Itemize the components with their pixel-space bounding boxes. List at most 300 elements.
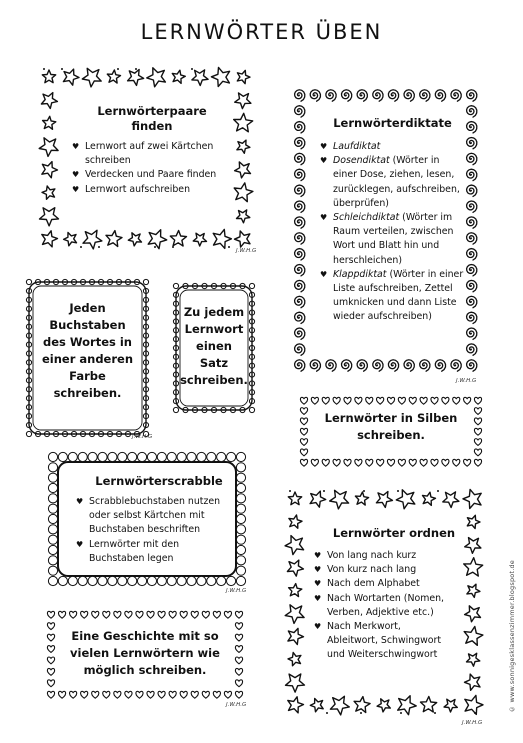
star-icon bbox=[421, 697, 437, 713]
loop-icon bbox=[26, 378, 31, 383]
item-text: Nach Merkwort, bbox=[327, 621, 401, 633]
scallop-icon bbox=[98, 452, 107, 461]
heart-icon bbox=[464, 397, 471, 404]
heart-icon bbox=[300, 397, 307, 404]
loop-icon bbox=[143, 333, 148, 338]
scallop-icon bbox=[147, 452, 156, 461]
text-line: Lernwort bbox=[184, 322, 244, 336]
scallop-icon bbox=[48, 483, 57, 492]
scallop-icon bbox=[217, 452, 226, 461]
heart-icon bbox=[344, 459, 351, 466]
item-text: umknicken und dann Liste bbox=[333, 297, 457, 309]
loop-icon bbox=[211, 407, 216, 412]
star-icon bbox=[43, 116, 56, 129]
loop-icon bbox=[143, 387, 148, 392]
heart-icon bbox=[474, 439, 481, 446]
heart-icon bbox=[431, 397, 438, 404]
heart-icon bbox=[47, 646, 54, 653]
swirl-icon bbox=[467, 344, 477, 355]
loop-icon bbox=[249, 292, 254, 297]
loop-icon bbox=[35, 431, 40, 436]
heart-icon bbox=[180, 611, 187, 618]
swirl-icon bbox=[467, 201, 477, 212]
scallop-icon bbox=[88, 576, 97, 585]
loop-icon bbox=[249, 283, 254, 288]
swirl-icon bbox=[451, 90, 461, 101]
heart-icon bbox=[224, 691, 231, 698]
scallop-icon bbox=[187, 576, 196, 585]
text-line: schreiben. bbox=[53, 386, 122, 400]
scallop-icon bbox=[187, 452, 196, 461]
scallop-icon bbox=[207, 452, 216, 461]
item-text: (Wörter in einer bbox=[386, 268, 464, 280]
swirl-icon bbox=[295, 122, 305, 133]
item-text: Von lang nach kurz bbox=[327, 550, 417, 561]
star-icon bbox=[235, 162, 251, 178]
box-silben bbox=[298, 394, 484, 468]
heart-bullet-icon: ♥ bbox=[72, 142, 80, 151]
heart-icon bbox=[409, 459, 416, 466]
loop-icon bbox=[26, 387, 31, 392]
loop-icon bbox=[230, 407, 235, 412]
heart-icon bbox=[333, 397, 340, 404]
heart-bullet-icon: ♥ bbox=[72, 170, 80, 180]
scallop-icon bbox=[78, 452, 87, 461]
scallop-icon bbox=[128, 576, 137, 585]
swirl-icon bbox=[357, 90, 367, 101]
box-text bbox=[312, 410, 470, 444]
heart-icon bbox=[355, 459, 362, 466]
heart-icon bbox=[70, 691, 77, 698]
loop-icon bbox=[173, 292, 178, 297]
item-text: Scrabblebuchstaben nutzen bbox=[89, 496, 221, 507]
heart-icon bbox=[191, 691, 198, 698]
heart-icon bbox=[387, 397, 394, 404]
text-line: Farbe bbox=[69, 369, 106, 383]
heart-icon bbox=[474, 428, 481, 435]
swirl-icon bbox=[326, 90, 336, 101]
loop-icon bbox=[125, 431, 130, 436]
swirl-icon bbox=[451, 360, 461, 371]
list-item bbox=[320, 154, 465, 211]
loop-icon bbox=[143, 360, 148, 365]
loop-icon bbox=[26, 306, 31, 311]
dot-icon bbox=[363, 490, 365, 492]
dot-icon bbox=[228, 246, 230, 248]
loop-icon bbox=[192, 407, 197, 412]
heart-icon bbox=[235, 680, 242, 687]
star-icon bbox=[147, 68, 166, 87]
text-line: einer anderen bbox=[41, 352, 134, 366]
star-icon bbox=[423, 492, 436, 505]
loop-icon bbox=[71, 279, 76, 284]
heart-icon bbox=[81, 691, 88, 698]
star-icon bbox=[107, 70, 120, 83]
heart-icon bbox=[114, 691, 121, 698]
heart-icon bbox=[322, 397, 329, 404]
scallop-icon bbox=[157, 452, 166, 461]
heart-icon bbox=[387, 459, 394, 466]
loop-icon bbox=[89, 279, 94, 284]
swirl-icon bbox=[404, 90, 414, 101]
loop-icon bbox=[26, 324, 31, 329]
star-icon bbox=[193, 233, 206, 246]
star-icon bbox=[40, 208, 59, 226]
heart-icon bbox=[58, 691, 65, 698]
scallop-icon bbox=[137, 452, 146, 461]
loop-icon bbox=[80, 279, 85, 284]
swirl-icon bbox=[467, 106, 477, 117]
item-emphasis: Dosendiktat bbox=[333, 155, 390, 167]
loop-icon bbox=[125, 279, 130, 284]
heart-icon bbox=[377, 397, 384, 404]
heart-icon bbox=[474, 449, 481, 456]
star-icon bbox=[287, 560, 303, 576]
artist-signature: J.W.H.G bbox=[456, 378, 477, 384]
artist-signature: J.W.H.G bbox=[236, 248, 257, 254]
star-icon bbox=[234, 183, 253, 202]
loop-icon bbox=[240, 283, 245, 288]
item-text: und Weiterschwingwort bbox=[327, 649, 438, 661]
loop-icon bbox=[143, 279, 148, 284]
heart-icon bbox=[474, 459, 481, 466]
list-item bbox=[76, 538, 242, 566]
star-icon bbox=[288, 492, 301, 505]
scallop-icon bbox=[48, 566, 57, 575]
star-icon bbox=[465, 674, 481, 690]
star-icon bbox=[310, 699, 323, 712]
list-item bbox=[72, 140, 232, 168]
star-icon bbox=[234, 113, 253, 132]
loop-icon bbox=[26, 431, 31, 436]
copyright-vertical-text: © www.sonnigesklassenzimmer.blogspot.de bbox=[508, 560, 516, 713]
box-heading: Lernwörter ordnen bbox=[332, 526, 456, 540]
swirl-icon bbox=[420, 360, 430, 371]
star-icon bbox=[237, 70, 250, 83]
star-icon bbox=[443, 492, 459, 508]
dot-icon bbox=[397, 490, 399, 492]
loop-icon bbox=[221, 407, 226, 412]
heart-bullet-icon: ♥ bbox=[314, 622, 322, 632]
star-icon bbox=[285, 536, 304, 555]
item-text: Von kurz nach lang bbox=[327, 564, 417, 576]
heart-icon bbox=[136, 611, 143, 618]
swirl-icon bbox=[467, 265, 477, 276]
text-line: vielen Lernwörtern wie bbox=[70, 646, 220, 660]
heart-icon bbox=[213, 691, 220, 698]
heart-icon bbox=[300, 428, 307, 435]
swirl-icon bbox=[420, 90, 430, 101]
heart-icon bbox=[81, 611, 88, 618]
heart-icon bbox=[300, 449, 307, 456]
page-title: LERNWÖRTER ÜBEN bbox=[140, 20, 383, 44]
scallop-icon bbox=[236, 452, 245, 461]
scallop-icon bbox=[118, 576, 127, 585]
item-text: Nach dem Alphabet bbox=[327, 578, 420, 590]
swirl-icon bbox=[326, 360, 336, 371]
scallop-icon bbox=[48, 556, 57, 565]
loop-icon bbox=[107, 431, 112, 436]
swirl-icon bbox=[467, 328, 477, 339]
heart-icon bbox=[344, 397, 351, 404]
scallop-icon bbox=[157, 576, 166, 585]
swirl-icon bbox=[295, 328, 305, 339]
star-icon bbox=[211, 67, 229, 86]
swirl-icon bbox=[388, 360, 398, 371]
swirl-icon bbox=[467, 296, 477, 307]
scallop-icon bbox=[48, 473, 57, 482]
star-icon bbox=[237, 140, 250, 153]
heart-icon bbox=[92, 611, 99, 618]
star-icon bbox=[465, 695, 483, 714]
heart-bullet-icon: ♥ bbox=[314, 579, 322, 589]
heart-icon bbox=[92, 691, 99, 698]
swirl-icon bbox=[295, 217, 305, 228]
scallop-icon bbox=[48, 545, 57, 554]
box-scrabble bbox=[48, 452, 246, 586]
item-text: Buchstaben legen bbox=[89, 552, 174, 564]
star-icon bbox=[288, 697, 304, 713]
star-icon bbox=[330, 490, 349, 509]
list-item bbox=[72, 168, 232, 182]
scallop-icon bbox=[48, 452, 57, 461]
heart-bullet-icon: ♥ bbox=[320, 156, 328, 166]
heart-bullet-icon: ♥ bbox=[320, 213, 328, 223]
swirl-icon bbox=[404, 360, 414, 371]
loop-icon bbox=[143, 396, 148, 401]
loop-icon bbox=[240, 407, 245, 412]
dot-icon bbox=[474, 712, 476, 714]
heart-icon bbox=[202, 691, 209, 698]
scallop-icon bbox=[48, 535, 57, 544]
heart-icon bbox=[322, 459, 329, 466]
heart-icon bbox=[191, 611, 198, 618]
artist-signature: J.W.H.G bbox=[226, 702, 247, 708]
loop-icon bbox=[173, 283, 178, 288]
heart-icon bbox=[300, 408, 307, 415]
heart-icon bbox=[47, 691, 54, 698]
loop-icon bbox=[44, 431, 49, 436]
text-line: Zu jedem bbox=[183, 305, 245, 319]
swirl-icon bbox=[295, 280, 305, 291]
star-icon bbox=[63, 69, 79, 85]
star-icon bbox=[377, 699, 390, 712]
scallop-icon bbox=[108, 576, 117, 585]
heart-icon bbox=[47, 668, 54, 675]
item-text: (Wörter im bbox=[399, 212, 453, 224]
heart-icon bbox=[47, 611, 54, 618]
heart-icon bbox=[311, 397, 318, 404]
scallop-icon bbox=[68, 452, 77, 461]
heart-icon bbox=[235, 668, 242, 675]
text-line: Eine Geschichte mit so bbox=[71, 629, 219, 643]
heart-icon bbox=[169, 611, 176, 618]
box-buchstaben bbox=[25, 278, 153, 440]
heart-icon bbox=[442, 397, 449, 404]
item-text: Buchstaben beschriften bbox=[89, 524, 201, 536]
loop-icon bbox=[53, 431, 58, 436]
scallop-icon bbox=[118, 452, 127, 461]
star-icon bbox=[148, 230, 167, 249]
list-item bbox=[314, 577, 474, 591]
heart-icon bbox=[70, 611, 77, 618]
box-heading: Lernwörterscrabble bbox=[95, 474, 223, 488]
dot-icon bbox=[326, 712, 328, 714]
list-item bbox=[76, 495, 242, 538]
loop-icon bbox=[221, 283, 226, 288]
swirl-icon bbox=[342, 360, 352, 371]
star-icon bbox=[398, 696, 417, 715]
box-lernwoerterpaare bbox=[38, 66, 254, 250]
star-icon bbox=[64, 233, 77, 246]
scallop-icon bbox=[88, 452, 97, 461]
dot-icon bbox=[117, 68, 119, 70]
item-text: Lernwort auf zwei Kärtchen bbox=[85, 141, 214, 152]
heart-icon bbox=[235, 657, 242, 664]
star-icon bbox=[310, 491, 326, 507]
heart-icon bbox=[453, 397, 460, 404]
loop-icon bbox=[173, 407, 178, 412]
swirl-icon bbox=[310, 90, 320, 101]
loop-icon bbox=[26, 315, 31, 320]
scallop-icon bbox=[227, 576, 236, 585]
swirl-icon bbox=[295, 312, 305, 323]
star-icon bbox=[354, 697, 370, 713]
heart-icon bbox=[180, 691, 187, 698]
heart-icon bbox=[474, 397, 481, 404]
swirl-icon bbox=[467, 217, 477, 228]
swirl-icon bbox=[435, 360, 445, 371]
item-text: Raum verteilen, zwischen bbox=[333, 226, 454, 238]
swirl-icon bbox=[295, 90, 305, 101]
swirl-icon bbox=[388, 90, 398, 101]
swirl-icon bbox=[295, 360, 305, 371]
scallop-icon bbox=[137, 576, 146, 585]
heart-icon bbox=[47, 657, 54, 664]
scallop-icon bbox=[48, 525, 57, 534]
heart-icon bbox=[147, 691, 154, 698]
heart-icon bbox=[311, 459, 318, 466]
scallop-icon bbox=[207, 576, 216, 585]
loop-icon bbox=[62, 431, 67, 436]
star-icon bbox=[288, 628, 304, 644]
loop-icon bbox=[26, 342, 31, 347]
loop-icon bbox=[89, 431, 94, 436]
loop-icon bbox=[62, 279, 67, 284]
loop-icon bbox=[183, 407, 188, 412]
scallop-icon bbox=[48, 576, 57, 585]
dot-icon bbox=[80, 246, 82, 248]
item-text: oder selbst Kärtchen mit bbox=[89, 510, 205, 522]
list-item bbox=[314, 592, 474, 620]
item-text: einer Dose, ziehen, lesen, bbox=[333, 169, 455, 181]
heart-bullet-icon: ♥ bbox=[314, 565, 322, 575]
item-list bbox=[72, 140, 232, 197]
star-icon bbox=[444, 699, 457, 712]
heart-icon bbox=[366, 459, 373, 466]
item-text: Verben, Adjektive etc.) bbox=[327, 606, 434, 618]
box-geschichte bbox=[45, 608, 245, 700]
star-icon bbox=[376, 492, 392, 508]
loop-icon bbox=[249, 399, 254, 404]
item-text: Lernwörter mit den bbox=[89, 538, 180, 550]
dot-icon bbox=[437, 490, 439, 492]
loop-icon bbox=[26, 422, 31, 427]
item-text: schreiben bbox=[85, 155, 131, 167]
swirl-icon bbox=[295, 185, 305, 196]
star-icon bbox=[288, 653, 301, 666]
dot-icon bbox=[98, 246, 100, 248]
item-text: Liste aufschreiben, Zettel bbox=[333, 283, 453, 295]
heart-icon bbox=[235, 634, 242, 641]
box-text bbox=[55, 628, 235, 679]
star-icon bbox=[41, 93, 57, 109]
swirl-icon bbox=[357, 360, 367, 371]
swirl-icon bbox=[295, 201, 305, 212]
item-emphasis: Schleichdiktat bbox=[333, 212, 400, 224]
star-icon bbox=[42, 231, 58, 247]
dot-icon bbox=[191, 68, 193, 70]
heart-icon bbox=[47, 623, 54, 630]
heart-icon bbox=[300, 439, 307, 446]
star-icon bbox=[42, 186, 55, 199]
heading-line: Lernwörterpaare bbox=[97, 104, 207, 118]
loop-icon bbox=[143, 288, 148, 293]
scallop-icon bbox=[217, 576, 226, 585]
loop-icon bbox=[143, 414, 148, 419]
scallop-icon bbox=[197, 452, 206, 461]
dot-icon bbox=[323, 490, 325, 492]
artist-signature: J.W.H.G bbox=[226, 588, 247, 594]
loop-icon bbox=[143, 369, 148, 374]
star-icon bbox=[83, 230, 102, 249]
loop-icon bbox=[249, 407, 254, 412]
swirl-icon bbox=[295, 265, 305, 276]
heart-bullet-icon: ♥ bbox=[320, 142, 328, 151]
star-icon bbox=[39, 138, 58, 157]
heart-icon bbox=[474, 418, 481, 425]
heart-icon bbox=[58, 611, 65, 618]
scallop-icon bbox=[58, 452, 67, 461]
swirl-icon bbox=[467, 185, 477, 196]
list-item bbox=[320, 140, 465, 154]
star-icon bbox=[355, 492, 368, 505]
loop-icon bbox=[192, 283, 197, 288]
scallop-icon bbox=[167, 452, 176, 461]
box-heading: Lernwörterdiktate bbox=[333, 116, 452, 130]
loop-icon bbox=[26, 333, 31, 338]
list-item bbox=[314, 620, 474, 663]
box-satz bbox=[172, 282, 256, 414]
star-icon bbox=[289, 515, 302, 528]
box-ordnen bbox=[284, 488, 484, 716]
box-text bbox=[176, 304, 252, 389]
loop-icon bbox=[249, 390, 254, 395]
swirl-icon bbox=[295, 344, 305, 355]
text-line: Jeden bbox=[69, 301, 106, 315]
list-item bbox=[72, 183, 232, 197]
text-line: Buchstaben bbox=[49, 318, 126, 332]
list-item bbox=[320, 268, 465, 325]
swirl-icon bbox=[295, 106, 305, 117]
swirl-icon bbox=[310, 360, 320, 371]
dot-icon bbox=[400, 712, 402, 714]
heart-icon bbox=[442, 459, 449, 466]
scallop-icon bbox=[236, 463, 245, 472]
heart-icon bbox=[366, 397, 373, 404]
heart-icon bbox=[47, 634, 54, 641]
loop-icon bbox=[26, 360, 31, 365]
